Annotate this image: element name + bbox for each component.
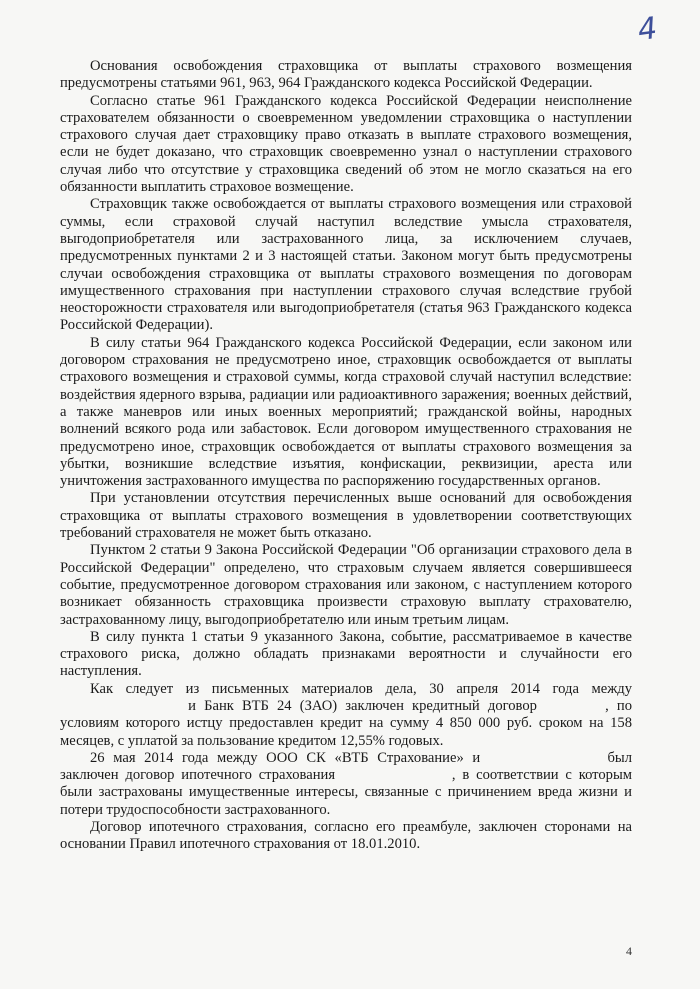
- contract-text-1: 26 мая 2014 года между ООО СК «ВТБ Страхование» и: [90, 749, 481, 766]
- paragraph: Согласно статье 961 Гражданского кодекса Российской Федерации неисполнение страхователем обязанности о своевременном уведомлении страховщика о наступлении страхового случая дает страховщику право отказать в выплате страхового возмещения, если не будет доказано, что страховщик своевременно узнал о наступлении страхового случая либо что отсутствие у страховщика сведений об этом не могло сказаться на его обязанности выплатить страховое возмещение.: [60, 92, 632, 196]
- redacted-name: [60, 699, 180, 712]
- paragraph-credit: [60, 681, 632, 750]
- credit-text-2: и Банк ВТБ 24 (ЗАО) заключен кредитный договор: [188, 697, 537, 714]
- contract-text-2: был заключен договор ипотечного страхования: [60, 749, 632, 784]
- document-body: [60, 58, 632, 854]
- paragraph: Страховщик также освобождается от выплаты страхового возмещения или страховой суммы, если страховой случай наступил вследствие умысла страхователя, выгодоприобретателя или застрахованного лица, за исключением случаев, предусмотренных пунктами 2 и 3 настоящей статьи. Законом могут быть предусмотрены случаи освобождения страховщика от выплаты страхового возмещения по договорам имущественного страхования при наступлении страхового случая вследствие грубой неосторожности страхователя или выгодоприобретателя (статья 963 Гражданского кодекса Российской Федерации).: [60, 196, 632, 334]
- redacted-contract-number: [545, 699, 605, 712]
- paragraph: При установлении отсутствия перечисленных выше оснований для освобождения страховщика от выплаты страхового возмещения в удовлетворении соответствующих требований страхователя не может быть отказано.: [60, 490, 632, 542]
- paragraph: Пунктом 2 статьи 9 Закона Российской Федерации "Об организации страхового дела в Российской Федерации" определено, что страховым случаем является совершившееся событие, предусмотренное договором страхования или законом, с наступлением которого возникает обязанность страховщика произвести страховую выплату страхователю, застрахованному лицу, выгодоприобретателю или иным третьим лицам.: [60, 542, 632, 628]
- redacted-contract-number: [342, 768, 452, 781]
- page-number: 4: [626, 944, 632, 958]
- handwritten-page-mark: 4: [635, 10, 660, 49]
- paragraph-contract: [60, 750, 632, 819]
- credit-text-1: Как следует из письменных материалов дела, 30 апреля 2014 года между: [90, 680, 632, 697]
- paragraph: Основания освобождения страховщика от выплаты страхового возмещения предусмотрены статьями 961, 963, 964 Гражданского кодекса Российской Федерации.: [60, 58, 632, 92]
- paragraph: В силу пункта 1 статьи 9 указанного Закона, событие, рассматриваемое в качестве страхового риска, должно обладать признаками вероятности и случайности его наступления.: [60, 628, 632, 680]
- paragraph: В силу статьи 964 Гражданского кодекса Российской Федерации, если законом или договором страхования не предусмотрено иное, страховщик освобождается от выплаты страхового возмещения и страховой суммы, когда страховой случай наступил вследствие: воздействия ядерного взрыва, радиации или радиоактивного заражения; военных действий, а также маневров или иных военных мероприятий; гражданской войны, народных волнений всякого рода или забастовок. Если договором имущественного страхования не предусмотрено иное, страховщик освобождается от выплаты страхового возмещения за убытки, возникшие вследствие изъятия, конфискации, реквизиции, ареста или уничтожения застрахованного имущества по распоряжению государственных органов.: [60, 334, 632, 490]
- credit-text-3: , по условиям которого истцу предоставлен кредит на сумму 4 850 000 руб. сроком на 158 месяцев, с уплатой за пользование кредитом 12,55% годовых.: [60, 697, 632, 749]
- contract-text-3: , в соответствии с которым были застрахованы имущественные интересы, связанные с причинением вреда жизни и потери трудоспособности застрахованного.: [60, 767, 632, 818]
- paragraph: Договор ипотечного страхования, согласно его преамбуле, заключен сторонами на основании Правил ипотечного страхования от 18.01.2010.: [60, 819, 632, 853]
- redacted-name: [489, 751, 599, 764]
